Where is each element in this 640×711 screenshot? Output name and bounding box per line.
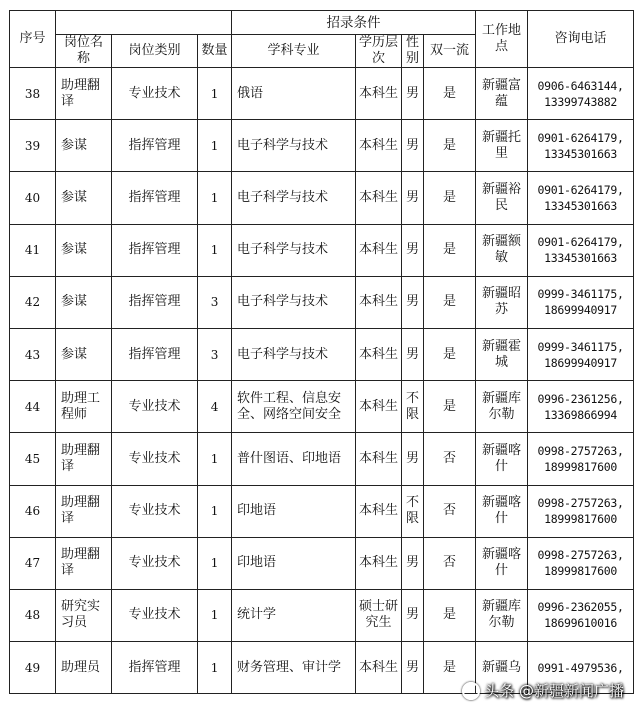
count-cell: 1 bbox=[198, 172, 232, 224]
phone-cell bbox=[528, 381, 634, 433]
phone-line-1: 0901-6264179, bbox=[537, 130, 624, 145]
seq-cell: 49 bbox=[10, 642, 56, 694]
header-post-type: 岗位类别 bbox=[112, 35, 198, 68]
phone-line-2: 18999817600 bbox=[544, 564, 617, 579]
double-first-cell: 是 bbox=[424, 589, 476, 641]
phone-cell bbox=[528, 120, 634, 172]
phone-line-1: 0996-2362055, bbox=[537, 600, 624, 615]
count-cell: 1 bbox=[198, 537, 232, 589]
major-cell: 普什图语、印地语 bbox=[232, 433, 356, 485]
header-blank bbox=[56, 11, 232, 35]
education-cell: 本科生 bbox=[356, 485, 402, 537]
seq-cell: 42 bbox=[10, 276, 56, 328]
location-cell: 新疆昭苏 bbox=[476, 276, 528, 328]
education-cell: 本科生 bbox=[356, 433, 402, 485]
post-name-cell: 参谋 bbox=[56, 328, 112, 380]
post-type-cell: 指挥管理 bbox=[112, 120, 198, 172]
post-type-cell: 指挥管理 bbox=[112, 172, 198, 224]
location-cell: 新疆富蕴 bbox=[476, 68, 528, 120]
double-first-cell: 是 bbox=[424, 276, 476, 328]
major-cell: 印地语 bbox=[232, 485, 356, 537]
count-cell: 4 bbox=[198, 381, 232, 433]
phone-cell bbox=[528, 68, 634, 120]
count-cell: 1 bbox=[198, 485, 232, 537]
header-phone: 咨询电话 bbox=[528, 11, 634, 68]
double-first-cell: 是 bbox=[424, 328, 476, 380]
double-first-cell: 是 bbox=[424, 68, 476, 120]
location-cell: 新疆喀什 bbox=[476, 537, 528, 589]
post-type-cell: 指挥管理 bbox=[112, 328, 198, 380]
table-row bbox=[10, 120, 634, 172]
major-cell: 电子科学与技术 bbox=[232, 224, 356, 276]
header-location: 工作地点 bbox=[476, 11, 528, 68]
table-row bbox=[10, 485, 634, 537]
post-name-cell: 参谋 bbox=[56, 120, 112, 172]
post-type-cell: 指挥管理 bbox=[112, 276, 198, 328]
major-cell: 财务管理、审计学 bbox=[232, 642, 356, 694]
phone-line-1: 0906-6463144, bbox=[537, 78, 624, 93]
seq-cell: 41 bbox=[10, 224, 56, 276]
phone-line-2: 18999817600 bbox=[544, 459, 617, 474]
phone-line-1: 0998-2757263, bbox=[537, 443, 624, 458]
major-cell: 软件工程、信息安全、网络空间安全 bbox=[232, 381, 356, 433]
location-cell: 新疆霍城 bbox=[476, 328, 528, 380]
seq-cell: 40 bbox=[10, 172, 56, 224]
post-type-cell: 专业技术 bbox=[112, 68, 198, 120]
phone-line-2: 13345301663 bbox=[544, 146, 617, 161]
post-name-cell: 参谋 bbox=[56, 172, 112, 224]
seq-cell: 39 bbox=[10, 120, 56, 172]
gender-cell: 不限 bbox=[402, 485, 424, 537]
location-cell: 新疆托里 bbox=[476, 120, 528, 172]
post-name-cell: 助理员 bbox=[56, 642, 112, 694]
table-row bbox=[10, 224, 634, 276]
phone-line-1: 0996-2361256, bbox=[537, 391, 624, 406]
recruitment-table bbox=[9, 10, 634, 694]
post-type-cell: 指挥管理 bbox=[112, 224, 198, 276]
table-body bbox=[10, 68, 634, 694]
phone-line-1: 0998-2757263, bbox=[537, 548, 624, 563]
table-row bbox=[10, 537, 634, 589]
education-cell: 本科生 bbox=[356, 276, 402, 328]
count-cell: 1 bbox=[198, 224, 232, 276]
post-name-cell: 助理翻译 bbox=[56, 433, 112, 485]
education-cell: 本科生 bbox=[356, 328, 402, 380]
phone-line-2: 18699610016 bbox=[544, 616, 617, 631]
post-type-cell: 专业技术 bbox=[112, 433, 198, 485]
education-cell: 本科生 bbox=[356, 537, 402, 589]
seq-cell: 43 bbox=[10, 328, 56, 380]
table-row bbox=[10, 172, 634, 224]
watermark-text: 头条 @新疆新闻广播 bbox=[484, 682, 624, 700]
phone-line-2: 18999817600 bbox=[544, 512, 617, 527]
post-type-cell: 专业技术 bbox=[112, 381, 198, 433]
education-cell: 硕士研究生 bbox=[356, 589, 402, 641]
phone-line-2: 13399743882 bbox=[544, 94, 617, 109]
major-cell: 统计学 bbox=[232, 589, 356, 641]
phone-line-2: 13369866994 bbox=[544, 407, 617, 422]
major-cell: 电子科学与技术 bbox=[232, 120, 356, 172]
header-post-name: 岗位名称 bbox=[56, 35, 112, 68]
location-cell: 新疆额敏 bbox=[476, 224, 528, 276]
double-first-cell: 否 bbox=[424, 485, 476, 537]
education-cell: 本科生 bbox=[356, 172, 402, 224]
watermark bbox=[462, 680, 624, 701]
phone-line-1: 0999-3461175, bbox=[537, 287, 624, 302]
phone-cell bbox=[528, 276, 634, 328]
post-type-cell: 专业技术 bbox=[112, 537, 198, 589]
count-cell: 1 bbox=[198, 589, 232, 641]
header-double-first: 双一流 bbox=[424, 35, 476, 68]
major-cell: 电子科学与技术 bbox=[232, 276, 356, 328]
table-row bbox=[10, 381, 634, 433]
phone-line-1: 0998-2757263, bbox=[537, 496, 624, 511]
double-first-cell: 是 bbox=[424, 172, 476, 224]
header-conditions: 招录条件 bbox=[232, 11, 476, 35]
gender-cell: 男 bbox=[402, 589, 424, 641]
double-first-cell: 是 bbox=[424, 120, 476, 172]
count-cell: 1 bbox=[198, 120, 232, 172]
location-cell: 新疆喀什 bbox=[476, 485, 528, 537]
double-first-cell: 是 bbox=[424, 224, 476, 276]
seq-cell: 47 bbox=[10, 537, 56, 589]
major-cell: 印地语 bbox=[232, 537, 356, 589]
post-name-cell: 助理翻译 bbox=[56, 68, 112, 120]
table-row bbox=[10, 276, 634, 328]
gender-cell: 男 bbox=[402, 172, 424, 224]
phone-cell bbox=[528, 485, 634, 537]
post-name-cell: 助理工程师 bbox=[56, 381, 112, 433]
gender-cell: 男 bbox=[402, 328, 424, 380]
header-education: 学历层次 bbox=[356, 35, 402, 68]
phone-line-2: 18699940917 bbox=[544, 355, 617, 370]
table-row bbox=[10, 589, 634, 641]
header-gender: 性别 bbox=[402, 35, 424, 68]
table-row bbox=[10, 328, 634, 380]
phone-cell bbox=[528, 224, 634, 276]
phone-line-1: 0999-3461175, bbox=[537, 339, 624, 354]
education-cell: 本科生 bbox=[356, 68, 402, 120]
education-cell: 本科生 bbox=[356, 224, 402, 276]
header-seq: 序号 bbox=[10, 11, 56, 68]
seq-cell: 38 bbox=[10, 68, 56, 120]
post-name-cell: 助理翻译 bbox=[56, 485, 112, 537]
gender-cell: 男 bbox=[402, 120, 424, 172]
post-name-cell: 研究实习员 bbox=[56, 589, 112, 641]
double-first-cell: 是 bbox=[424, 642, 476, 694]
phone-cell bbox=[528, 589, 634, 641]
major-cell: 电子科学与技术 bbox=[232, 172, 356, 224]
double-first-cell: 是 bbox=[424, 381, 476, 433]
location-cell: 新疆库尔勒 bbox=[476, 589, 528, 641]
double-first-cell: 否 bbox=[424, 537, 476, 589]
post-type-cell: 指挥管理 bbox=[112, 642, 198, 694]
post-name-cell: 参谋 bbox=[56, 276, 112, 328]
phone-line-1: 0901-6264179, bbox=[537, 182, 624, 197]
gender-cell: 男 bbox=[402, 642, 424, 694]
gender-cell: 不限 bbox=[402, 381, 424, 433]
phone-line-2: 18699940917 bbox=[544, 303, 617, 318]
education-cell: 本科生 bbox=[356, 381, 402, 433]
post-name-cell: 参谋 bbox=[56, 224, 112, 276]
count-cell: 1 bbox=[198, 68, 232, 120]
count-cell: 1 bbox=[198, 433, 232, 485]
location-cell: 新疆乌 bbox=[476, 642, 528, 694]
count-cell: 3 bbox=[198, 276, 232, 328]
major-cell: 电子科学与技术 bbox=[232, 328, 356, 380]
header-major: 学科专业 bbox=[232, 35, 356, 68]
count-cell: 1 bbox=[198, 642, 232, 694]
gender-cell: 男 bbox=[402, 537, 424, 589]
gender-cell: 男 bbox=[402, 224, 424, 276]
location-cell: 新疆喀什 bbox=[476, 433, 528, 485]
phone-cell bbox=[528, 433, 634, 485]
camera-icon bbox=[462, 682, 480, 700]
gender-cell: 男 bbox=[402, 68, 424, 120]
post-name-cell: 助理翻译 bbox=[56, 537, 112, 589]
gender-cell: 男 bbox=[402, 433, 424, 485]
count-cell: 3 bbox=[198, 328, 232, 380]
phone-cell bbox=[528, 537, 634, 589]
phone-line-1: 0901-6264179, bbox=[537, 235, 624, 250]
phone-line-2: 13345301663 bbox=[544, 251, 617, 266]
gender-cell: 男 bbox=[402, 276, 424, 328]
seq-cell: 48 bbox=[10, 589, 56, 641]
post-type-cell: 专业技术 bbox=[112, 485, 198, 537]
major-cell: 俄语 bbox=[232, 68, 356, 120]
location-cell: 新疆裕民 bbox=[476, 172, 528, 224]
seq-cell: 45 bbox=[10, 433, 56, 485]
header-count: 数量 bbox=[198, 35, 232, 68]
education-cell: 本科生 bbox=[356, 642, 402, 694]
seq-cell: 44 bbox=[10, 381, 56, 433]
education-cell: 本科生 bbox=[356, 120, 402, 172]
seq-cell: 46 bbox=[10, 485, 56, 537]
phone-cell bbox=[528, 328, 634, 380]
double-first-cell: 否 bbox=[424, 433, 476, 485]
phone-cell bbox=[528, 172, 634, 224]
phone-line-2: 13345301663 bbox=[544, 198, 617, 213]
post-type-cell: 专业技术 bbox=[112, 589, 198, 641]
table-row bbox=[10, 433, 634, 485]
phone-line-1: 0991-4979536, bbox=[537, 660, 624, 675]
location-cell: 新疆库尔勒 bbox=[476, 381, 528, 433]
table-row bbox=[10, 68, 634, 120]
